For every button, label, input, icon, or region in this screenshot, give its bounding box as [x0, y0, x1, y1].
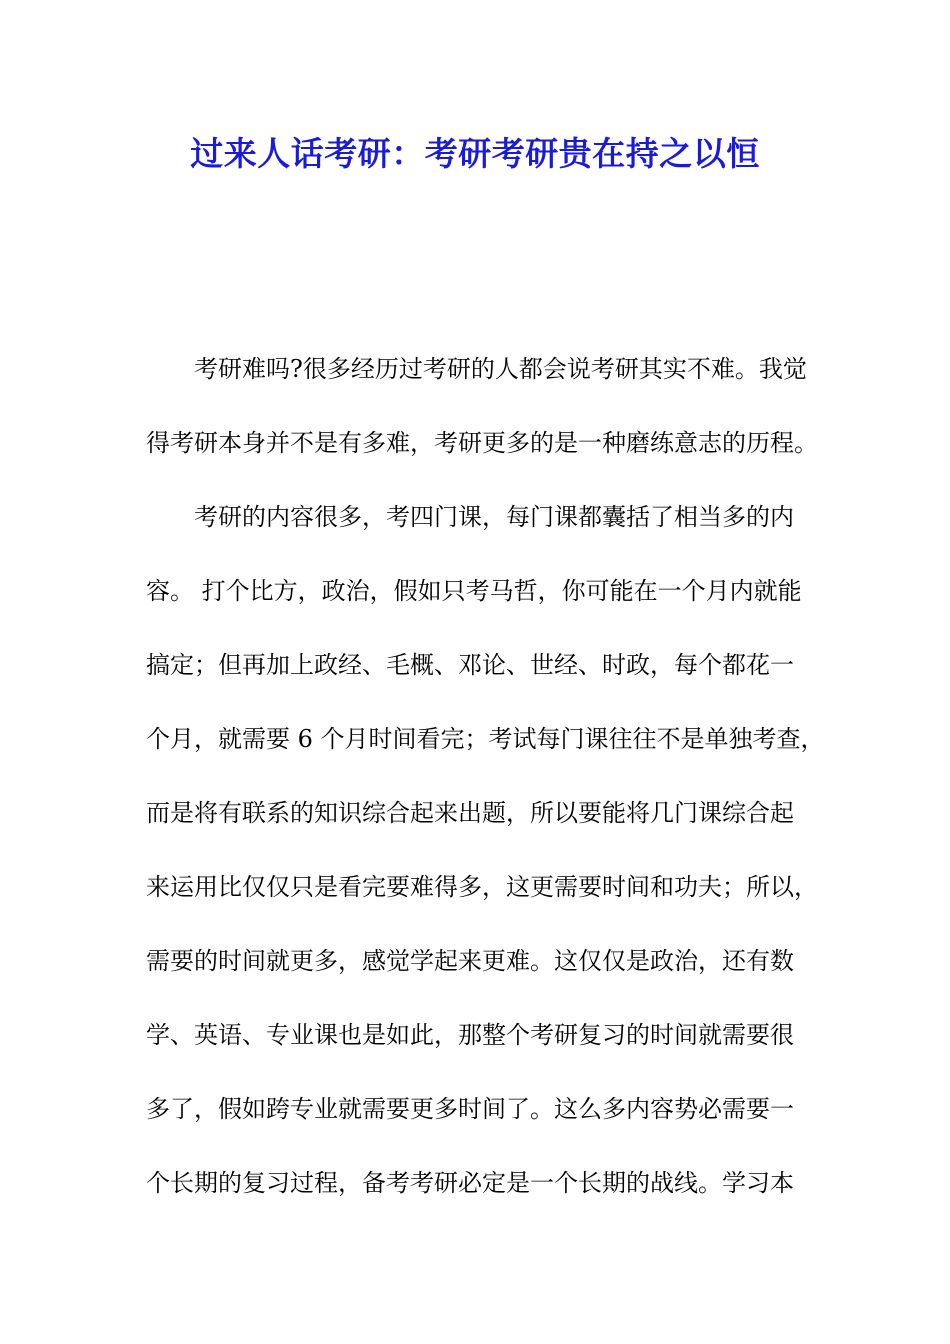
- paragraph-line: 搞定；但再加上政经、毛概、邓论、世经、时政，每个都花一: [146, 651, 794, 679]
- paragraph-line: 学、英语、专业课也是如此，那整个考研复习的时间就需要很: [146, 1021, 794, 1049]
- paragraph-line: 需要的时间就更多，感觉学起来更难。这仅仅是政治，还有数: [146, 947, 794, 975]
- paragraph-line: 来运用比仅仅只是看完要难得多，这更需要时间和功夫；所以，: [146, 873, 818, 901]
- paragraph-line: 个月，就需要 6 个月时间看完；考试每门课往往不是单独考查，: [146, 725, 825, 753]
- paragraph-line: 多了，假如跨专业就需要更多时间了。这么多内容势必需要一: [146, 1095, 794, 1123]
- paragraph-line: 个长期的复习过程，备考考研必定是一个长期的战线。学习本: [146, 1169, 794, 1197]
- paragraph-line: 考研的内容很多，考四门课，每门课都囊括了相当多的内: [194, 503, 794, 531]
- paragraph-line: 考研难吗?很多经历过考研的人都会说考研其实不难。我觉: [194, 355, 807, 383]
- paragraph-line: 而是将有联系的知识综合起来出题，所以要能将几门课综合起: [146, 799, 794, 827]
- document-body: [146, 332, 826, 1220]
- document-title: 过来人话考研：考研考研贵在持之以恒: [190, 134, 760, 173]
- paragraph-line: 容。 打个比方，政治，假如只考马哲，你可能在一个月内就能: [146, 577, 802, 605]
- paragraph-line: 得考研本身并不是有多难，考研更多的是一种磨练意志的历程。: [146, 429, 818, 457]
